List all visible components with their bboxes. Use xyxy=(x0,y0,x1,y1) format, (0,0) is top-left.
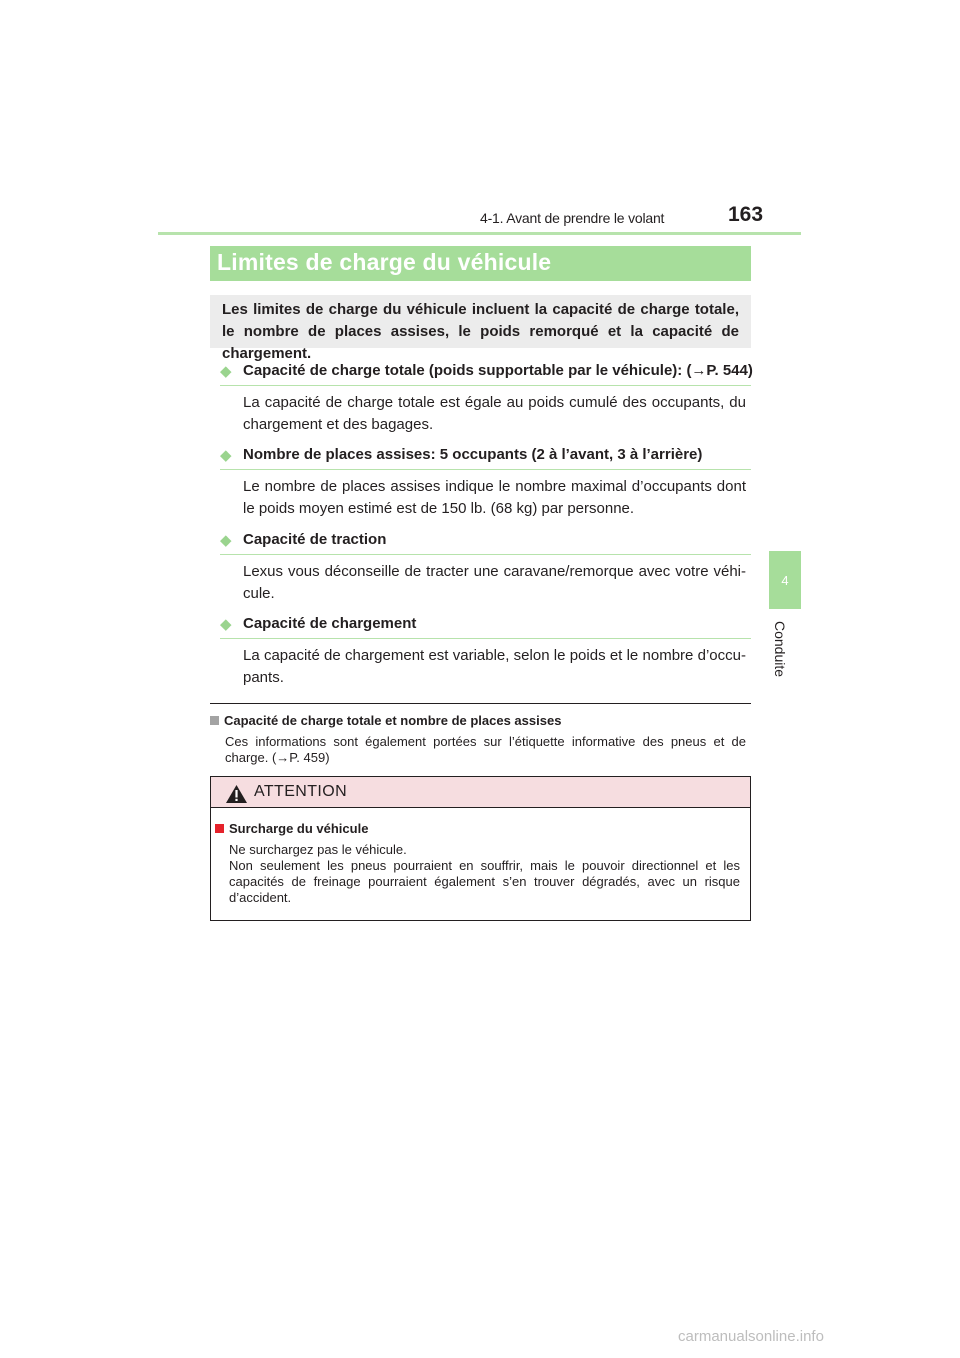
item-body: Le nombre de places assises indique le nombre maximal d’occupants dont le poids moyen estimé est de 150 lb. (68 kg) par personne. xyxy=(243,478,746,517)
item-heading-text: Nombre de places assises: 5 occupants (2 à l’avant, 3 à l’arrière) xyxy=(243,446,703,463)
item-heading-text: Capacité de traction xyxy=(243,531,387,548)
chapter-label-text: Conduite xyxy=(772,621,788,678)
attention-line: Ne surchargez pas le véhicule. xyxy=(229,842,407,857)
diamond-bullet-icon: ◆ xyxy=(220,532,232,549)
note-heading-text: Capacité de charge totale et nombre de places assises xyxy=(224,713,562,728)
item-heading-text: Capacité de charge totale (poids supportable par le véhicule): (→P. 544) xyxy=(243,362,753,379)
note-body: Ces informations sont également portées sur l’étiquette informative des pneus et de charge. (→P. 459) xyxy=(225,734,746,765)
section-title: Limites de charge du véhicule xyxy=(217,249,552,275)
attention-title: ATTENTION xyxy=(254,783,348,800)
page-number: 163 xyxy=(728,203,764,226)
running-header-section: 4-1. Avant de prendre le volant xyxy=(480,210,665,226)
warning-triangle-icon xyxy=(226,785,247,803)
header-rule xyxy=(158,232,801,235)
attention-header xyxy=(211,777,750,808)
chapter-number: 4 xyxy=(781,572,789,588)
chapter-tab xyxy=(769,551,801,609)
attention-box xyxy=(210,776,751,921)
item-heading-text: Capacité de chargement xyxy=(243,615,417,632)
note-heading xyxy=(210,713,561,728)
item-heading xyxy=(220,614,751,639)
attention-line: Non seulement les pneus pourraient en souffrir, mais le pouvoir directionnel et les capacités de freinage pourraient également s’en trouver dégradés, avec un risque d’accident. xyxy=(229,858,740,905)
intro-text: Les limites de charge du véhicule incluent la capacité de charge totale, le nombre de places assises, le poids remorqué et la capacité de chargement. xyxy=(222,301,739,362)
item-body: La capacité de chargement est variable, selon le poids et le nombre d’occu-pants. xyxy=(243,647,746,686)
watermark: carmanualsonline.info xyxy=(678,1328,824,1345)
section-title-bar xyxy=(210,246,751,281)
item-body: Lexus vous déconseille de tracter une caravane/remorque avec votre véhi-cule. xyxy=(243,563,746,602)
diamond-bullet-icon: ◆ xyxy=(220,363,232,380)
attention-subheading-text: Surcharge du véhicule xyxy=(229,821,369,836)
item-body: La capacité de charge totale est égale au poids cumulé des occupants, du chargement et des bagages. xyxy=(243,394,746,433)
item-heading xyxy=(220,445,751,470)
diamond-bullet-icon: ◆ xyxy=(220,616,232,633)
square-bullet-icon xyxy=(210,716,219,725)
note-divider xyxy=(210,703,751,704)
attention-text xyxy=(229,842,740,906)
item-heading xyxy=(220,361,751,386)
item-heading xyxy=(220,530,751,555)
square-bullet-icon xyxy=(215,824,224,833)
chapter-label xyxy=(770,621,800,691)
diamond-bullet-icon: ◆ xyxy=(220,447,232,464)
intro-box xyxy=(210,295,751,362)
attention-subheading xyxy=(215,821,368,836)
